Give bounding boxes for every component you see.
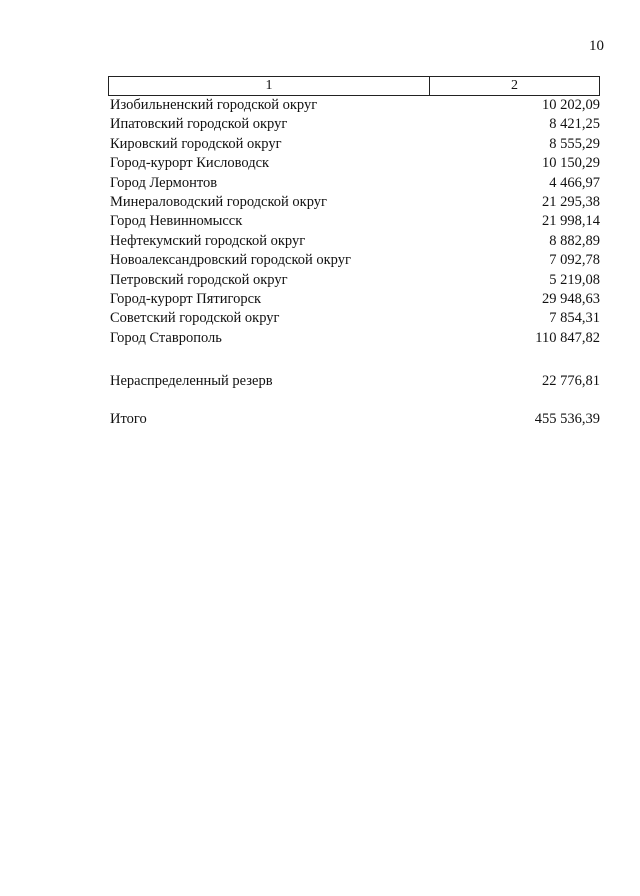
row-name: Нефтекумский городской округ (110, 232, 306, 249)
row-name: Новоалександровский городской округ (110, 252, 351, 269)
row-name: Город Лермонтов (110, 174, 218, 191)
row-value: 8 421,25 (549, 116, 600, 133)
row-name: Советский городской округ (110, 310, 280, 327)
table-row (110, 212, 600, 231)
table-row (110, 174, 600, 193)
row-value: 110 847,82 (535, 329, 600, 346)
table-row (110, 309, 600, 328)
column-header-1: 1 (109, 77, 430, 95)
row-name: Ипатовский городской округ (110, 116, 288, 133)
row-name: Город Ставрополь (110, 329, 222, 346)
row-value: 21 295,38 (542, 193, 600, 210)
table-row (110, 154, 600, 173)
row-value: 8 882,89 (549, 232, 600, 249)
reserve-row (110, 372, 600, 391)
table-row (110, 135, 600, 154)
total-label: Итого (110, 411, 147, 427)
row-value: 5 219,08 (549, 271, 600, 288)
table-header (108, 76, 600, 96)
table-row (110, 115, 600, 134)
table-row (110, 251, 600, 270)
row-name: Минераловодский городской округ (110, 193, 327, 210)
row-value: 4 466,97 (549, 174, 600, 191)
table-row (110, 96, 600, 115)
row-name: Город-курорт Кисловодск (110, 155, 270, 172)
row-value: 8 555,29 (549, 135, 600, 152)
total-row (110, 410, 600, 429)
row-value: 29 948,63 (542, 290, 600, 307)
row-value: 10 150,29 (542, 155, 600, 172)
page-number: 10 (589, 38, 604, 54)
row-value: 10 202,09 (542, 97, 600, 113)
row-name: Изобильненский городской округ (110, 97, 318, 113)
reserve-value: 22 776,81 (542, 373, 600, 389)
table-body (110, 96, 600, 348)
column-header-2: 2 (511, 78, 518, 93)
reserve-label: Нераспределенный резерв (110, 373, 273, 389)
row-value: 7 854,31 (549, 310, 600, 327)
row-name: Город Невинномысск (110, 213, 243, 230)
table-row (110, 329, 600, 348)
table-row (110, 232, 600, 251)
table-row (110, 290, 600, 309)
row-name: Петровский городской округ (110, 271, 288, 288)
row-value: 7 092,78 (549, 252, 600, 269)
table-row (110, 271, 600, 290)
total-value: 455 536,39 (534, 411, 600, 427)
row-name: Кировский городской округ (110, 135, 282, 152)
row-name: Город-курорт Пятигорск (110, 290, 262, 307)
row-value: 21 998,14 (542, 213, 600, 230)
table-row (110, 193, 600, 212)
